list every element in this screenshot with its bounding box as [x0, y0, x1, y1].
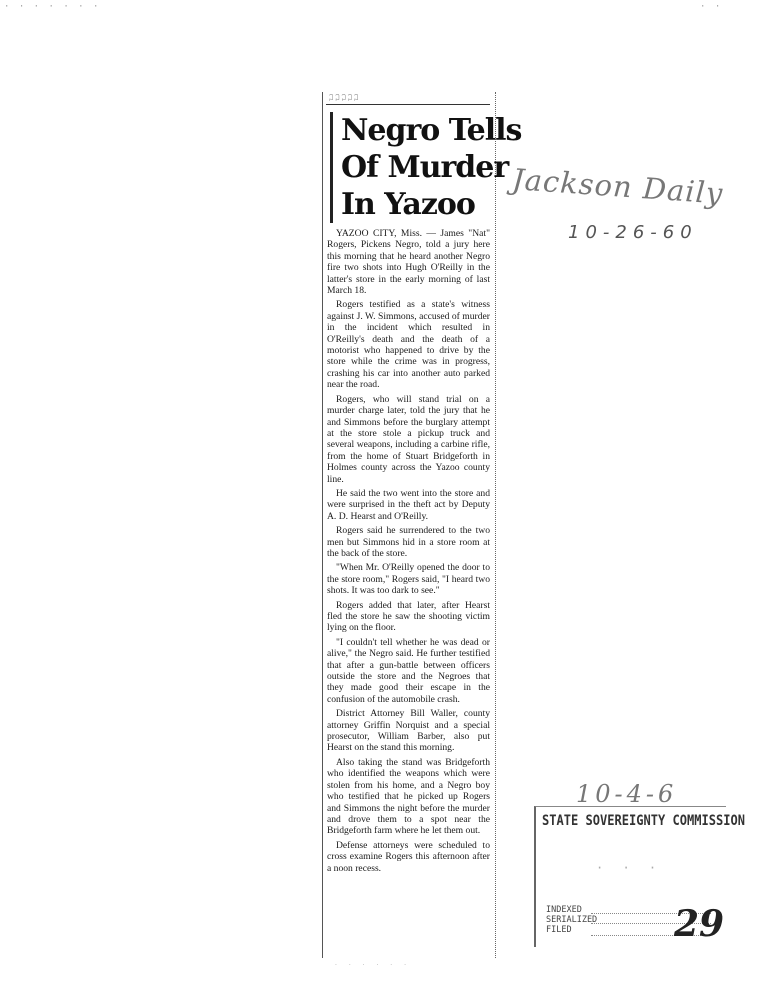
filing-stamp-area: [528, 780, 753, 955]
headline: [330, 112, 522, 223]
handwritten-source: Jackson Daily: [511, 162, 725, 211]
article-paragraph: "When Mr. O'Reilly opened the door to the store room," Rogers said, "I heard two shots. It was too dark to see.": [327, 562, 490, 597]
handwritten-date: 10-26-60: [568, 222, 698, 243]
headline-line-3: In Yazoo: [341, 187, 475, 222]
stamp-filed-label: FILED: [546, 925, 572, 935]
article-paragraph: Also taking the stand was Bridgeforth who identified the weapons which were stolen from his home, and a Negro boy who testified that he picked up Rogers and Simmons the night before the murder and drove them to a spot near the Bridgeforth farm where he let them out.: [327, 756, 490, 837]
article-paragraph: "I couldn't tell whether he was dead or alive," the Negro said. He further testified that after a gun-battle between officers outside the store and the Negroes that they made good their escape in the confusion of the automobile crash.: [327, 636, 490, 705]
scan-edge-marks-right: · ·: [700, 2, 723, 12]
article-body: [327, 228, 490, 877]
stamp-indexed-label: INDEXED: [546, 905, 582, 915]
commission-stamp: [534, 806, 745, 947]
scan-edge-marks-left: · · · · · · ·: [4, 2, 101, 12]
stamp-faded-mark: · · ·: [596, 861, 663, 875]
clipping-top-rule: [326, 104, 490, 105]
article-paragraph: Rogers testified as a state's witness against J. W. Simmons, accused of murder in the incident which resulted in O'Reilly's death and the death of a motorist who happened to drive by the store while the crime was in progress, crashing his car into another auto parked near the road.: [327, 299, 490, 391]
clipping-top-cut-text: ꒜꒜꒜꒜꒜: [328, 94, 360, 103]
article-paragraph: He said the two went into the store and were surprised in the theft act by Deputy A. D. Hearst and O'Reilly.: [327, 487, 490, 522]
stamp-file-number: 29: [674, 903, 725, 945]
article-paragraph: YAZOO CITY, Miss. — James "Nat" Rogers, Pickens Negro, told a jury here this morning that he heard another Negro fire two shots into Hugh O'Reilly in the latter's store in the early morning of last March 18.: [327, 228, 490, 297]
article-paragraph: Defense attorneys were scheduled to cross examine Rogers this afternoon after a noon recess.: [327, 839, 490, 874]
article-paragraph: District Attorney Bill Waller, county attorney Griffin Norquist and a special prosecutor, William Barber, also put Hearst on the stand this morning.: [327, 708, 490, 754]
stamp-handwritten-date: 10-4-6: [576, 780, 678, 808]
article-paragraph: Rogers added that later, after Hearst fled the store he saw the shooting victim lying on the floor.: [327, 599, 490, 634]
stamp-serialized-label: SERIALIZED: [546, 915, 598, 925]
headline-line-2: Of Murder: [341, 150, 509, 185]
clipping-bottom-cut: · · · · · ·: [335, 962, 411, 969]
stamp-title: STATE SOVEREIGNTY COMMISSION: [542, 813, 745, 829]
article-paragraph: Rogers said he surrendered to the two men but Simmons hid in a store room at the back of the store.: [327, 525, 490, 559]
article-paragraph: Rogers, who will stand trial on a murder charge later, told the jury that he and Simmons before the burglary attempt at the store stole a pickup truck and several weapons, including a carbine rifle, from the home of Stuart Bridgeforth in Holmes county across the Yazoo county line.: [327, 393, 490, 485]
headline-line-1: Negro Tells: [341, 113, 522, 148]
